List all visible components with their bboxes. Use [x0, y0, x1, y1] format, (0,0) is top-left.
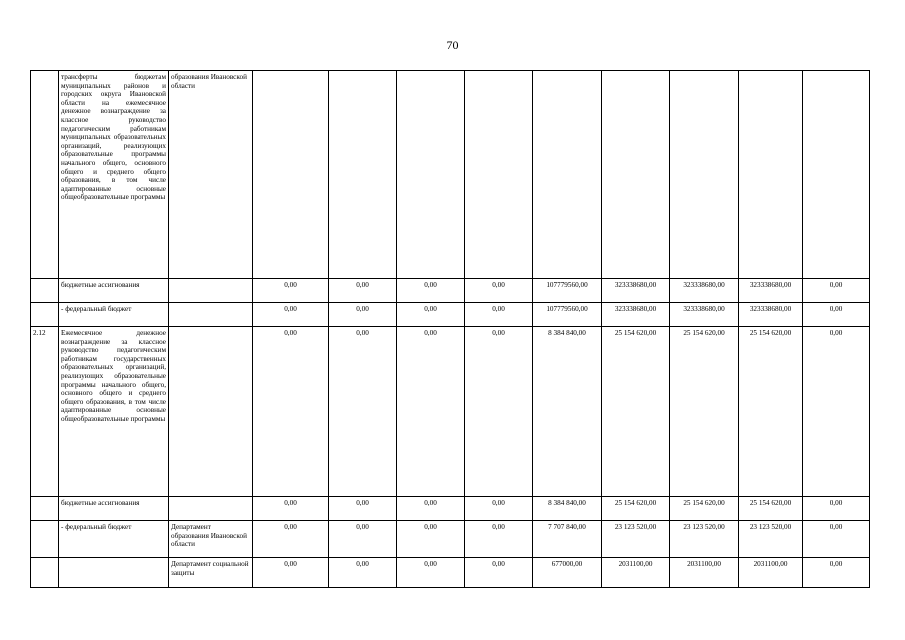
row-value: 0,00 — [329, 303, 397, 327]
row-value: 25 154 620,00 — [670, 327, 739, 497]
row-value: 0,00 — [803, 497, 870, 521]
row-value: 323338680,00 — [739, 303, 803, 327]
table-row — [31, 279, 870, 303]
row-value — [602, 71, 670, 279]
row-value: 8 384 840,00 — [533, 497, 602, 521]
row-value: 0,00 — [329, 327, 397, 497]
row-value: 677000,00 — [533, 558, 602, 588]
row-value: 25 154 620,00 — [670, 497, 739, 521]
table-row — [31, 303, 870, 327]
row-executor: образования Ивановской области — [169, 71, 253, 279]
row-number — [31, 279, 59, 303]
row-value: 0,00 — [397, 279, 465, 303]
row-value: 0,00 — [803, 279, 870, 303]
row-executor — [169, 497, 253, 521]
row-value: 107779560,00 — [533, 303, 602, 327]
row-value: 0,00 — [465, 521, 533, 558]
row-value: 323338680,00 — [670, 279, 739, 303]
row-value: 23 123 520,00 — [739, 521, 803, 558]
row-number — [31, 71, 59, 279]
row-value: 323338680,00 — [739, 279, 803, 303]
row-name — [59, 558, 169, 588]
row-value: 25 154 620,00 — [602, 327, 670, 497]
row-name: трансферты бюджетам муниципальных районов и городских округа Ивановской области на ежемесячное денежное вознаграждение за классное руководство педагогическим работникам муниципальных образовательных организаций, реализующих образовательные программы начального общего, основного общего и среднего общего образования, в том числе адаптированные основные общеобразовательные программы — [59, 71, 169, 279]
row-value: 323338680,00 — [602, 303, 670, 327]
row-number — [31, 558, 59, 588]
row-value: 23 123 520,00 — [670, 521, 739, 558]
row-value: 0,00 — [253, 521, 329, 558]
row-value: 0,00 — [329, 497, 397, 521]
page-number: 70 — [446, 38, 459, 52]
row-number — [31, 521, 59, 558]
row-executor — [169, 303, 253, 327]
row-value: 0,00 — [803, 558, 870, 588]
row-executor — [169, 327, 253, 497]
row-executor — [169, 279, 253, 303]
row-value: 0,00 — [329, 521, 397, 558]
row-value: 0,00 — [465, 558, 533, 588]
row-value: 2031100,00 — [739, 558, 803, 588]
row-value: 0,00 — [465, 303, 533, 327]
row-number — [31, 303, 59, 327]
row-value: 0,00 — [329, 279, 397, 303]
row-value: 25 154 620,00 — [739, 327, 803, 497]
row-executor: Департамент социальной защиты — [169, 558, 253, 588]
row-value — [803, 71, 870, 279]
row-value: 23 123 520,00 — [602, 521, 670, 558]
row-name: - федеральный бюджет — [59, 303, 169, 327]
row-value — [670, 71, 739, 279]
row-value — [397, 71, 465, 279]
row-name: - федеральный бюджет — [59, 521, 169, 558]
row-value: 0,00 — [803, 327, 870, 497]
row-value: 0,00 — [397, 521, 465, 558]
table-row — [31, 71, 870, 279]
row-value: 0,00 — [397, 327, 465, 497]
row-value: 25 154 620,00 — [602, 497, 670, 521]
row-value: 7 707 840,00 — [533, 521, 602, 558]
row-value — [329, 71, 397, 279]
row-value: 2031100,00 — [670, 558, 739, 588]
row-number — [31, 497, 59, 521]
row-name: Ежемесячное денежное вознаграждение за классное руководство педагогическим работникам государственных образовательных организаций, реализующих образовательные программы начального общего, основного общего и среднего общего образования, в том числе адаптированные основные общеобразовательные программы — [59, 327, 169, 497]
row-value — [465, 71, 533, 279]
table-row — [31, 558, 870, 588]
row-name: бюджетные ассигнования — [59, 279, 169, 303]
row-value: 0,00 — [803, 303, 870, 327]
row-value: 0,00 — [465, 327, 533, 497]
table-row — [31, 497, 870, 521]
row-value: 0,00 — [397, 558, 465, 588]
row-value: 0,00 — [397, 497, 465, 521]
row-value — [533, 71, 602, 279]
row-value: 2031100,00 — [602, 558, 670, 588]
row-value: 323338680,00 — [602, 279, 670, 303]
row-value: 8 384 840,00 — [533, 327, 602, 497]
row-executor: Департамент образования Ивановской области — [169, 521, 253, 558]
budget-table — [30, 70, 870, 588]
row-value: 0,00 — [397, 303, 465, 327]
row-value: 0,00 — [253, 303, 329, 327]
row-value: 107779560,00 — [533, 279, 602, 303]
row-value: 0,00 — [465, 497, 533, 521]
row-value: 0,00 — [253, 279, 329, 303]
row-value: 25 154 620,00 — [739, 497, 803, 521]
row-value: 0,00 — [253, 558, 329, 588]
row-value: 323338680,00 — [670, 303, 739, 327]
table-row — [31, 521, 870, 558]
row-value: 0,00 — [803, 521, 870, 558]
row-value: 0,00 — [253, 327, 329, 497]
row-value — [253, 71, 329, 279]
row-value: 0,00 — [253, 497, 329, 521]
row-name: бюджетные ассигнования — [59, 497, 169, 521]
row-value — [739, 71, 803, 279]
table-row — [31, 327, 870, 497]
row-number: 2.12 — [31, 327, 59, 497]
row-value: 0,00 — [465, 279, 533, 303]
row-value: 0,00 — [329, 558, 397, 588]
